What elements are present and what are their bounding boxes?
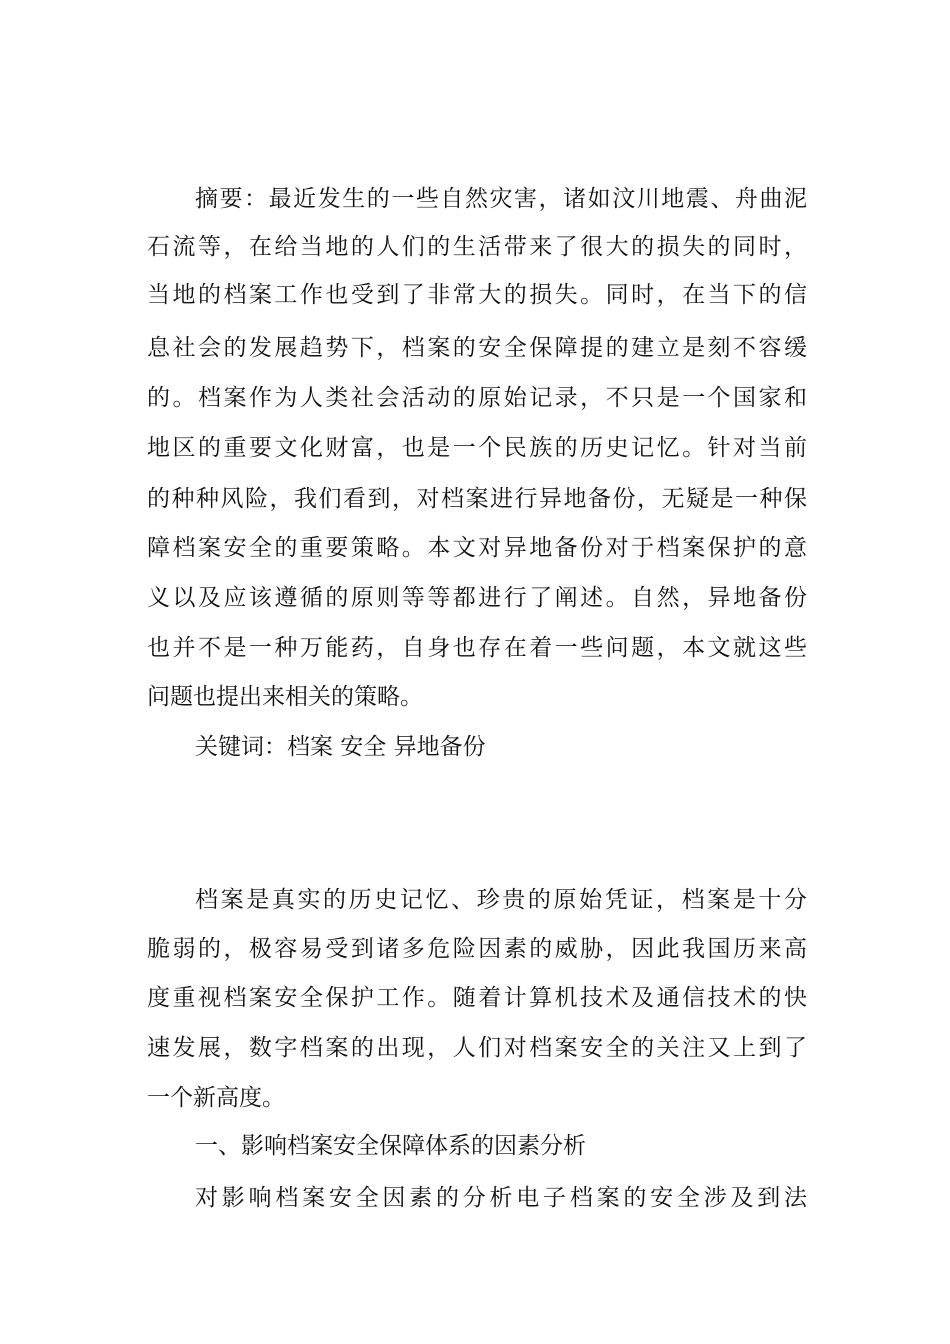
section-heading: 一、影响档案安全保障体系的因素分析 [195, 1133, 586, 1159]
abstract-line: 的种种风险，我们看到，对档案进行异地备份，无疑是一种保 [147, 486, 807, 512]
keywords-line: 关键词：档案 安全 异地备份 [195, 734, 486, 760]
section-body-line: 对影响档案安全因素的分析电子档案的安全涉及到法 [195, 1185, 807, 1211]
abstract-line: 的。档案作为人类社会活动的原始记录，不只是一个国家和 [147, 385, 807, 411]
intro-line: 一个新高度。 [147, 1085, 285, 1111]
intro-line: 速发展，数字档案的出现，人们对档案安全的关注又上到了 [147, 1035, 807, 1061]
abstract-line: 当地的档案工作也受到了非常大的损失。同时，在当下的信 [147, 282, 807, 308]
abstract-line: 义以及应该遵循的原则等等都进行了阐述。自然，异地备份 [147, 585, 807, 611]
abstract-line: 问题也提出来相关的策略。 [147, 684, 423, 710]
intro-line: 脆弱的，极容易受到诸多危险因素的威胁，因此我国历来高 [147, 936, 807, 962]
abstract-line: 也并不是一种万能药，自身也存在着一些问题，本文就这些 [147, 635, 807, 661]
abstract-line: 石流等，在给当地的人们的生活带来了很大的损失的同时， [147, 234, 807, 260]
abstract-line: 地区的重要文化财富，也是一个民族的历史记忆。针对当前 [147, 435, 807, 461]
abstract-line: 息社会的发展趋势下，档案的安全保障提的建立是刻不容缓 [147, 335, 807, 361]
abstract-line: 障档案安全的重要策略。本文对异地备份对于档案保护的意 [147, 535, 807, 561]
intro-line: 档案是真实的历史记忆、珍贵的原始凭证，档案是十分 [195, 887, 807, 913]
intro-line: 度重视档案安全保护工作。随着计算机技术及通信技术的快 [147, 985, 807, 1011]
abstract-line: 摘要：最近发生的一些自然灾害，诸如汶川地震、舟曲泥 [195, 186, 807, 212]
